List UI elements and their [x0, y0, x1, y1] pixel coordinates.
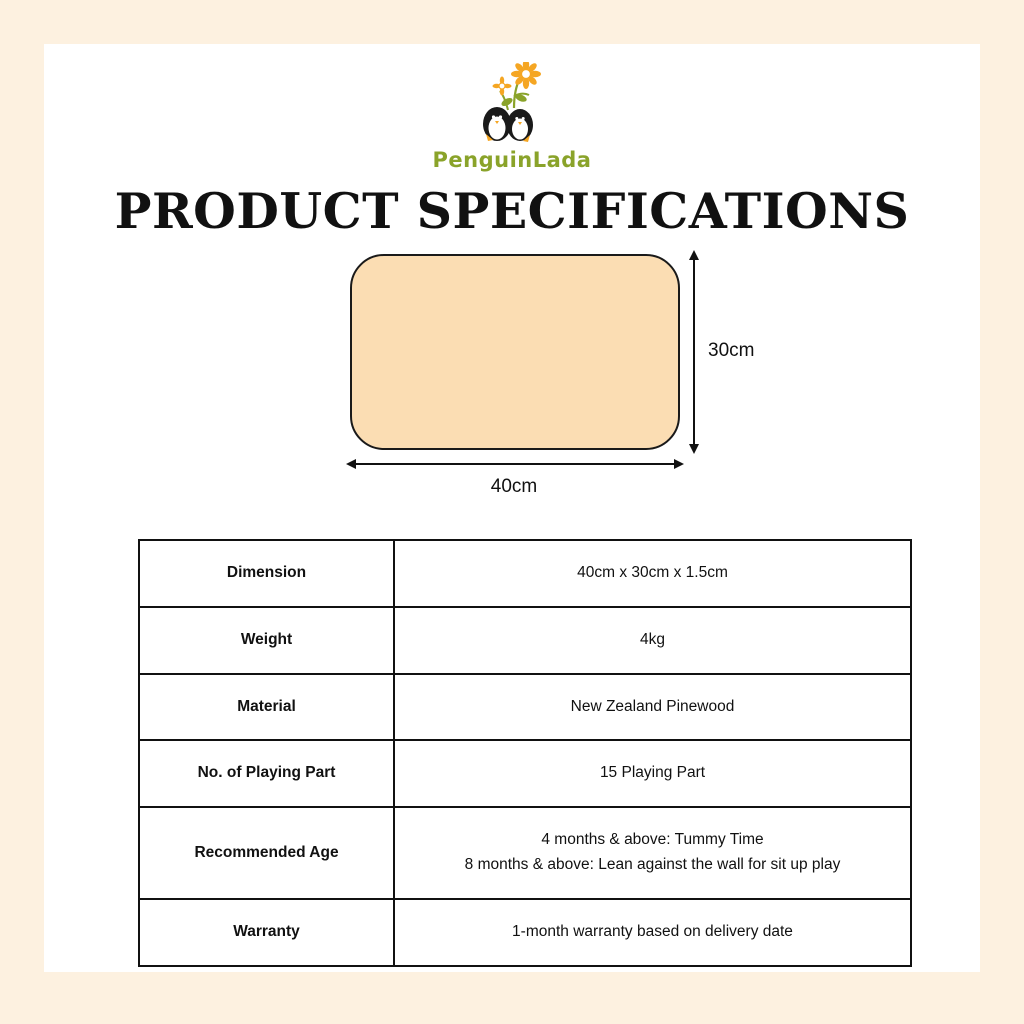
row-label-cell: Recommended Age [139, 807, 394, 899]
penguin-flower-logo-icon [452, 62, 572, 148]
spec-card [44, 44, 980, 972]
page-title: PRODUCT SPECIFICATIONS [114, 182, 910, 240]
row-value-cell: 1-month warranty based on delivery date [394, 899, 911, 966]
table-row [139, 540, 911, 607]
row-label-cell: Weight [139, 607, 394, 674]
table-row [139, 807, 911, 899]
row-value-cell: 4 months & above: Tummy Time 8 months & above: Lean against the wall for sit up play [394, 807, 911, 899]
row-value-cell: 15 Playing Part [394, 740, 911, 807]
table-row [139, 607, 911, 674]
table-row [139, 674, 911, 741]
table-row [139, 899, 911, 966]
row-value-cell: New Zealand Pinewood [394, 674, 911, 741]
height-dimension-label: 30cm [708, 340, 755, 361]
table-row [139, 740, 911, 807]
specifications-table [138, 539, 912, 967]
row-label-cell: No. of Playing Part [139, 740, 394, 807]
brand-logo [44, 62, 980, 182]
width-dimension-label: 40cm [490, 476, 538, 497]
row-label-cell: Material [139, 674, 394, 741]
product-diagram [44, 244, 980, 499]
row-label-cell: Warranty [139, 899, 394, 966]
row-value-cell: 4kg [394, 607, 911, 674]
row-label-cell: Dimension [139, 540, 394, 607]
row-value-cell: 40cm x 30cm x 1.5cm [394, 540, 911, 607]
dimension-arrows [44, 244, 980, 499]
brand-name: PenguinLada [432, 148, 592, 172]
